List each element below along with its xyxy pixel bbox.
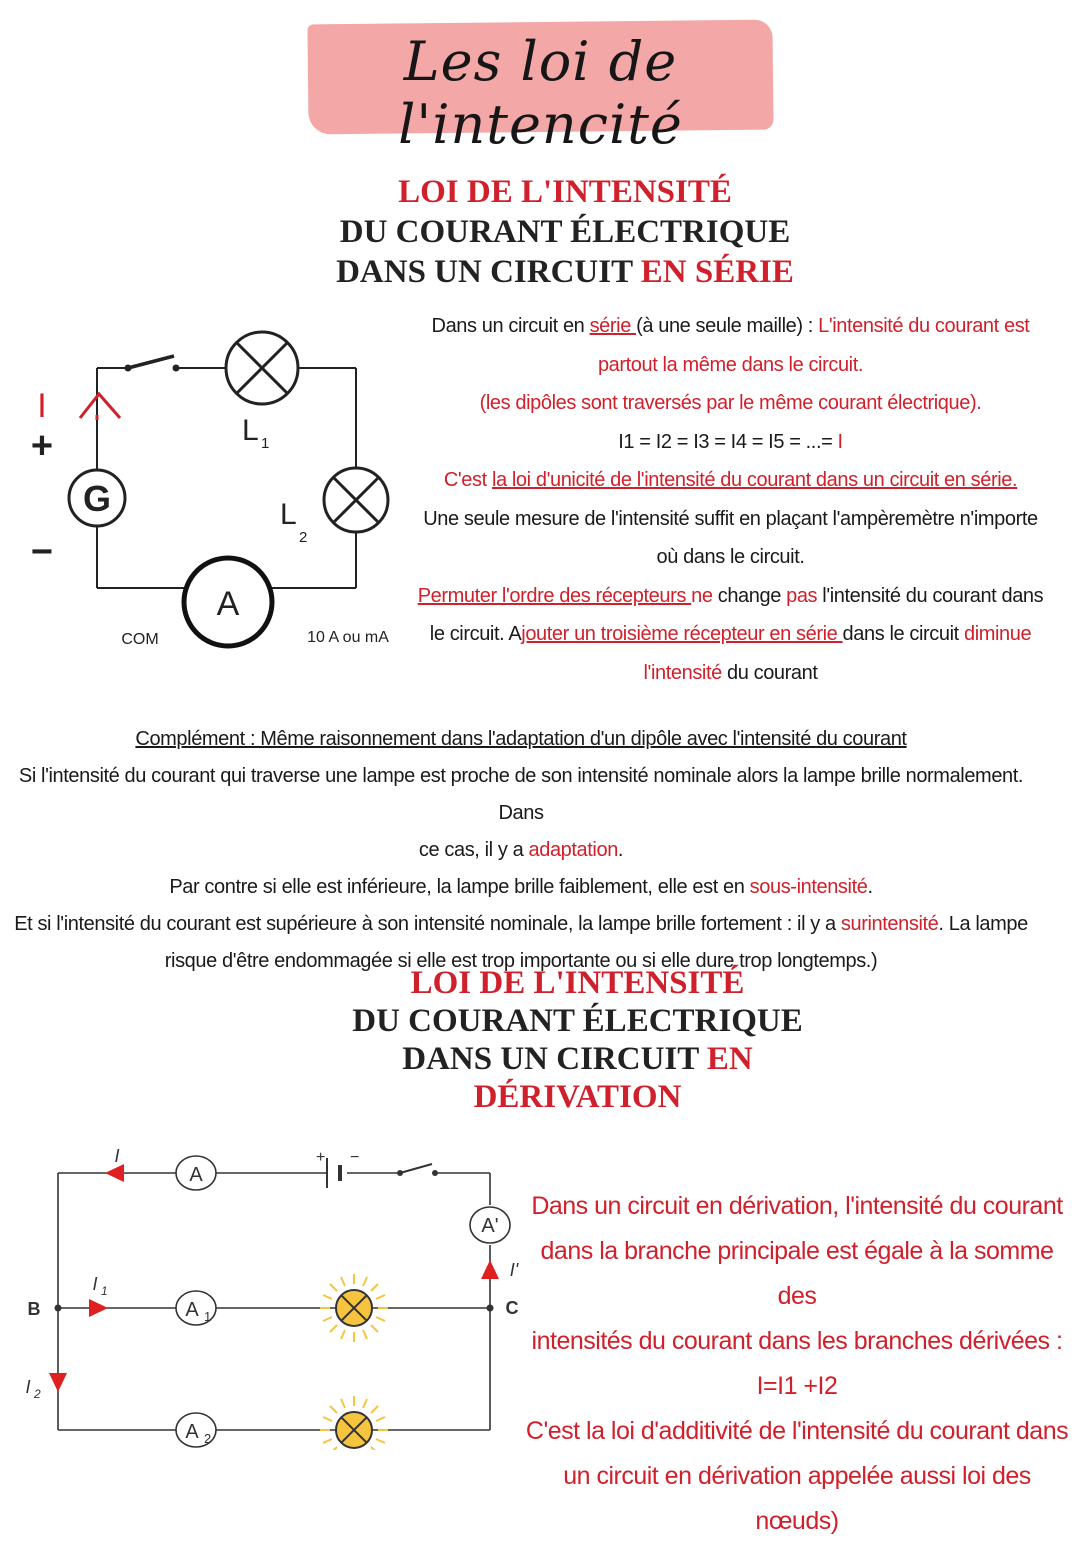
current-I1-subscript: 1 (101, 1284, 108, 1298)
parallel-line1: Dans un circuit en dérivation, l'intensité du courant (531, 1192, 1063, 1220)
series-equation: I1 = I2 = I3 = I4 = I5 = ...= I (618, 430, 843, 453)
battery-minus: − (350, 1149, 360, 1166)
current-label: I (37, 387, 47, 425)
lamp-L2-subscript: 2 (299, 529, 308, 546)
lamp-L2-symbol (324, 468, 388, 532)
battery-plus: + (316, 1149, 326, 1166)
complement-line1: Si l'intensité du courant qui traverse une lampe est proche de son intensité nominale alors la lampe brille normalement. Dans (18, 765, 1024, 824)
current-I1-arrow-icon (89, 1299, 108, 1317)
switch-symbol-2 (397, 1164, 438, 1176)
complement-line5: risque d'être endommagée si elle est trop importante ou si elle dure trop longtemps.) (164, 950, 878, 972)
ammeter-A-label: A (189, 1164, 203, 1186)
ammeter-label: A (216, 585, 240, 623)
node-C-label: C (505, 1298, 519, 1318)
node-B-label: B (27, 1299, 41, 1319)
parallel-line3: intensités du courant dans les branches dérivées : (531, 1327, 1063, 1355)
series-explanation (408, 307, 1053, 692)
battery-symbol (327, 1158, 340, 1188)
ammeter-A1-subscript: 1 (204, 1309, 212, 1324)
section1-heading (280, 172, 850, 292)
lamp-branch2-icon (320, 1396, 388, 1450)
current-Iprime-arrow-icon (481, 1260, 499, 1279)
section2-heading (300, 964, 855, 1116)
complement-block (0, 721, 1042, 980)
node-C (487, 1305, 494, 1312)
complement-title: Complément : Même raisonnement dans l'adaptation d'un dipôle avec l'intensité du courant (135, 728, 907, 750)
generator-plus: + (30, 425, 54, 467)
complement-line3: Par contre si elle est inférieure, la lampe brille faiblement, elle est en sous-intensité. (169, 876, 873, 898)
current-I-label: I (114, 1146, 120, 1166)
series-line9: le circuit. Ajouter un troisième récepteur en série dans le circuit diminue (429, 623, 1032, 645)
generator-label: G (82, 478, 112, 519)
series-line6: Une seule mesure de l'intensité suffit en plaçant l'ampèremètre n'importe (423, 507, 1038, 530)
parallel-law: C'est la loi d'additivité de l'intensité du courant dans (525, 1417, 1069, 1445)
section1-heading-line1: LOI DE L'INTENSITÉ (398, 174, 732, 210)
parallel-line6: un circuit en dérivation appelée aussi loi des nœuds) (563, 1462, 1031, 1535)
section1-heading-line2: DU COURANT ÉLECTRIQUE (339, 214, 791, 250)
section1-heading-line3: DANS UN CIRCUIT EN SÉRIE (336, 254, 794, 290)
complement-line2: ce cas, il y a adaptation. (418, 839, 624, 861)
complement-line4: Et si l'intensité du courant est supérieure à son intensité nominale, la lampe brille fortement : il y a surintensité. La lampe (14, 913, 1028, 935)
ammeter-A2-subscript: 2 (204, 1431, 212, 1446)
series-law: C'est la loi d'unicité de l'intensité du courant dans un circuit en série. (443, 469, 1018, 491)
series-line8: Permuter l'ordre des récepteurs ne change pas l'intensité du courant dans (417, 584, 1044, 607)
series-line1: Dans un circuit en série (à une seule maille) : L'intensité du courant est (431, 315, 1030, 337)
ammeter-A2-label: A (185, 1421, 199, 1443)
ammeter-A-prime-label: A' (481, 1215, 499, 1237)
lamp-L1-subscript: 1 (261, 435, 270, 452)
generator-minus: − (30, 531, 54, 573)
current-arrow-icon (80, 394, 120, 420)
current-I2-subscript: 2 (34, 1387, 41, 1401)
node-B (55, 1305, 62, 1312)
lamp-L1-label: L (242, 414, 259, 447)
switch-symbol (125, 356, 180, 372)
series-line10: l'intensité du courant (643, 661, 818, 684)
series-line7: où dans le circuit. (656, 546, 805, 568)
lamp-L1-symbol (226, 332, 298, 404)
current-I2-arrow-icon (49, 1373, 67, 1392)
parallel-circuit-diagram (0, 1140, 530, 1450)
ammeter-A1-label: A (185, 1299, 199, 1321)
section2-heading-line4: DÉRIVATION (473, 1079, 682, 1115)
page-title: Les loi de l'intencité (398, 30, 683, 156)
parallel-line2: dans la branche principale est égale à la somme des (540, 1237, 1054, 1310)
section2-heading-line1: LOI DE L'INTENSITÉ (410, 965, 745, 1001)
section2-heading-line3: DANS UN CIRCUIT EN (402, 1041, 753, 1077)
current-I-arrow-icon (105, 1164, 124, 1182)
section2-heading-line2: DU COURANT ÉLECTRIQUE (352, 1003, 803, 1039)
series-line3: (les dipôles sont traversés par le même courant électrique). (479, 392, 982, 414)
current-I2-label: I (25, 1377, 31, 1397)
com-label: COM (121, 631, 159, 648)
series-line2: partout la même dans le circuit. (597, 353, 864, 376)
range-label: 10 A ou mA (307, 629, 389, 646)
parallel-explanation (522, 1184, 1072, 1544)
current-Iprime-label: I' (509, 1260, 519, 1280)
parallel-equation: I=I1 +I2 (756, 1372, 838, 1400)
series-circuit-diagram (0, 320, 410, 660)
current-I1-label: I (92, 1274, 98, 1294)
lamp-L2-label: L (280, 498, 297, 531)
